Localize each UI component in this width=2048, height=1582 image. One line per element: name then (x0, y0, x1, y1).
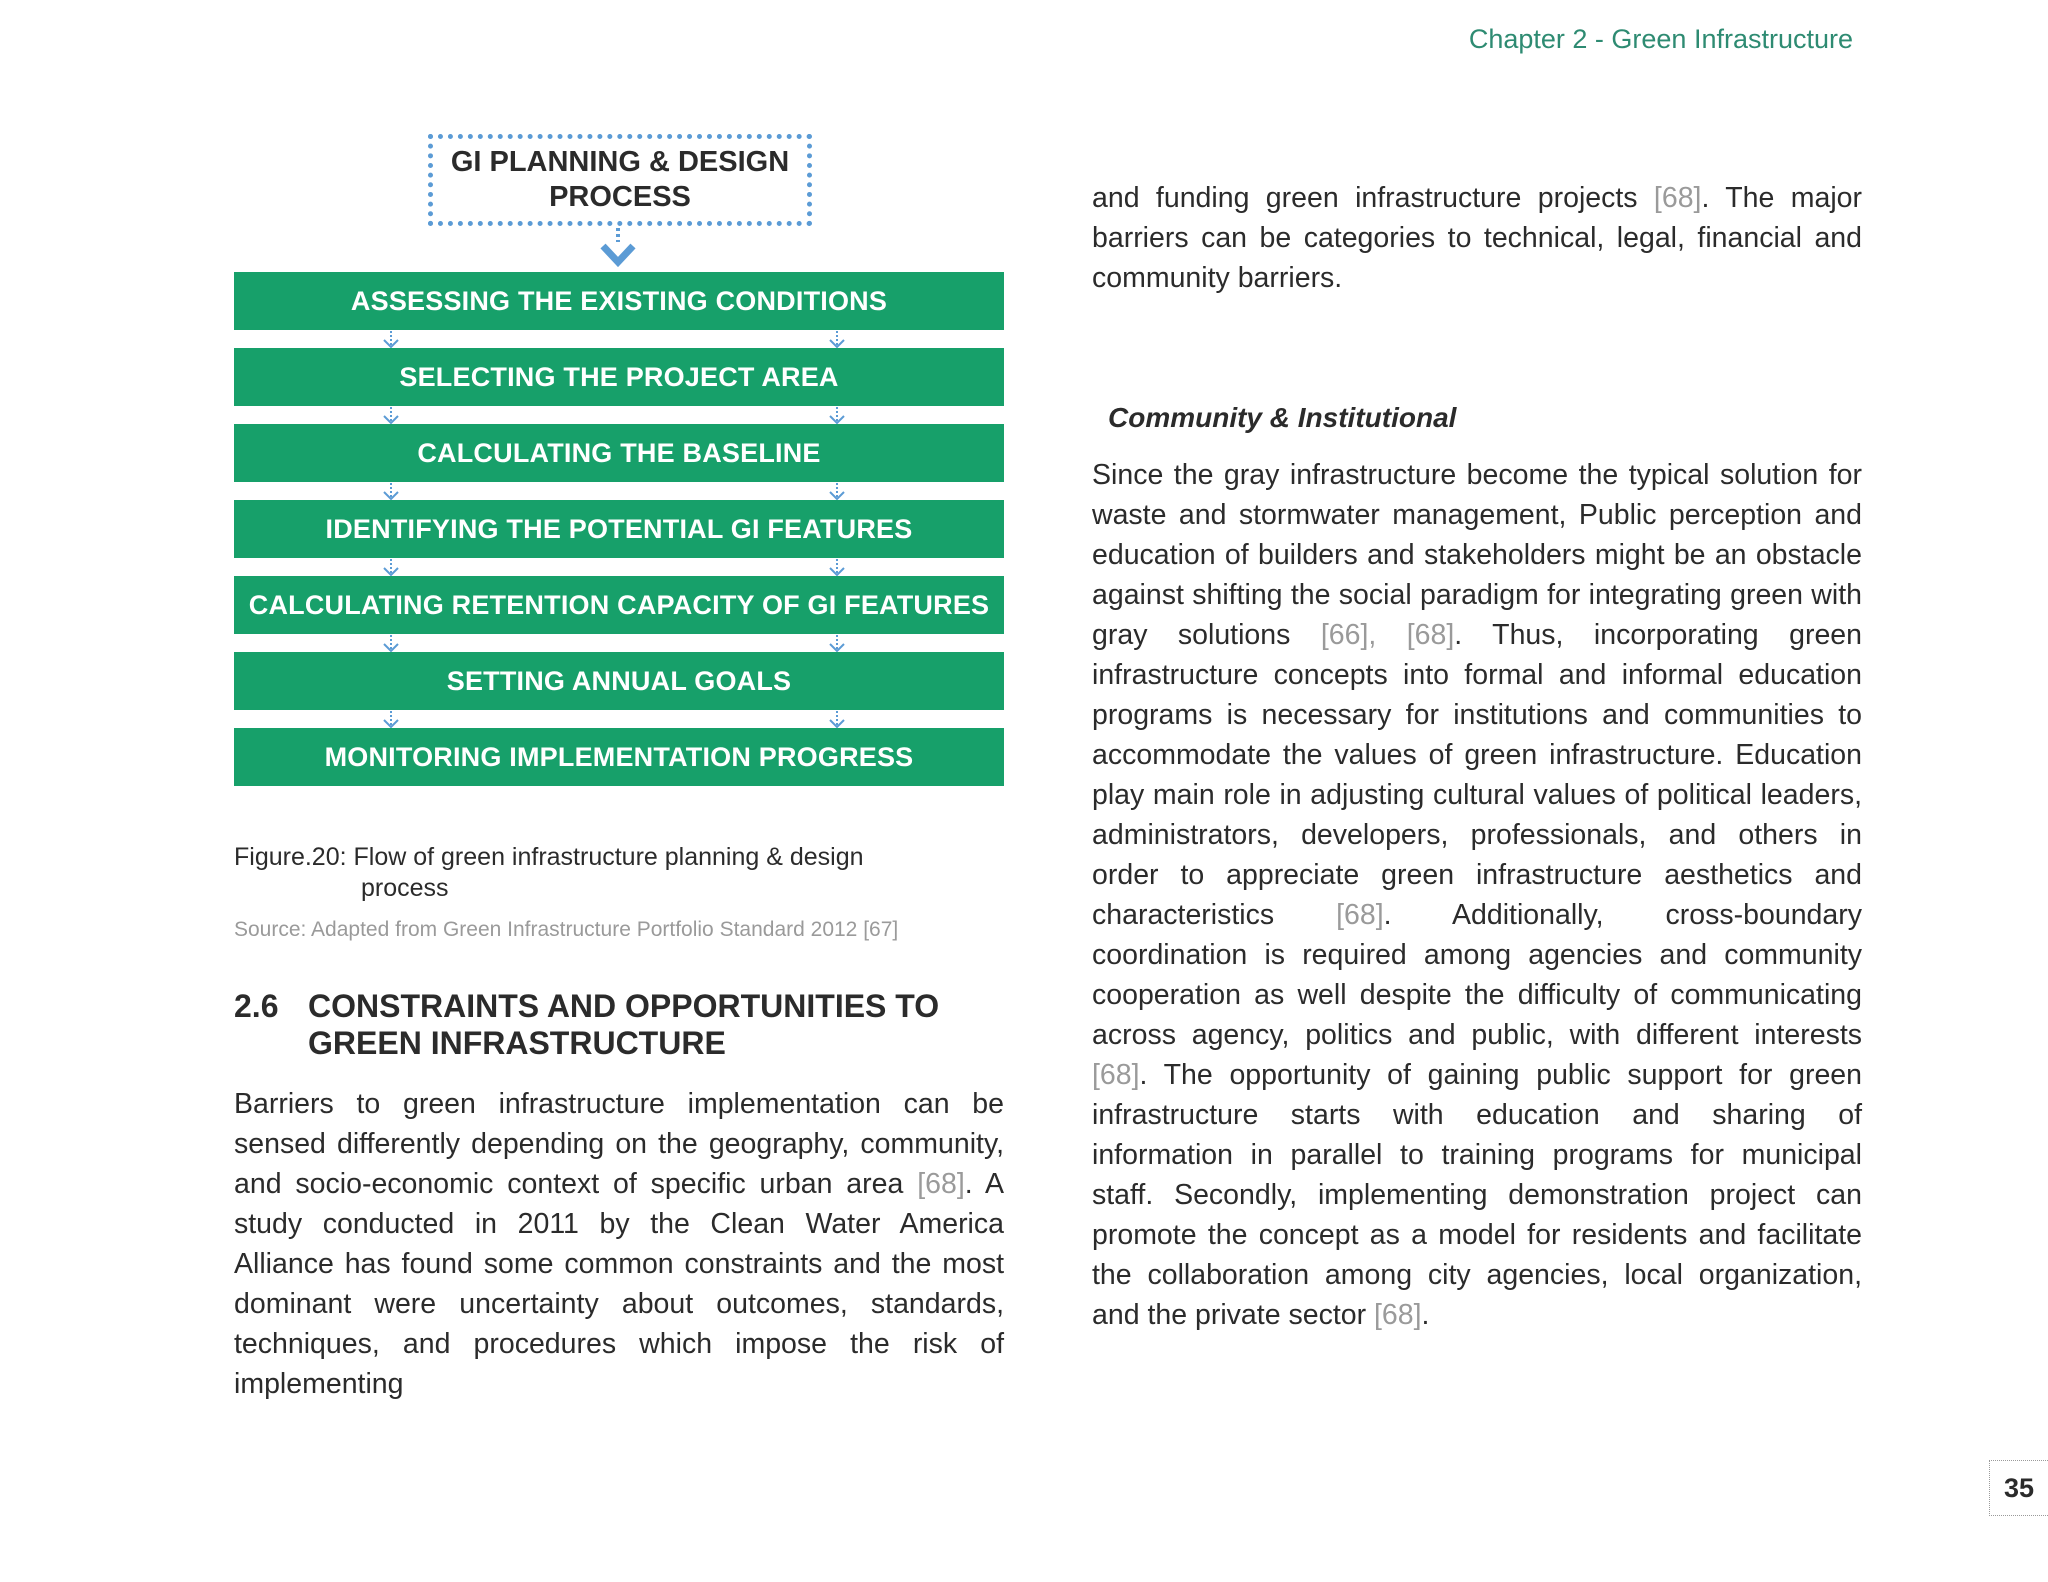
step-box (234, 424, 1004, 482)
step-box (234, 652, 1004, 710)
small-arrow-down-icon (380, 331, 402, 349)
paragraph-text: . Thus, incorporating green infrastructure concepts into formal and informal education programs is necessary for institutions and communities to accommodate the values of green infrastructure. Education play main role in adjusting cultural values of political leaders, administrators, developers, professionals, and others in order to appreciate green infrastructure aesthetics and characteristics (1092, 619, 1862, 931)
paragraph-text: Since the gray infrastructure become the typical solution for waste and stormwater management, Public perception and education of builders and stakeholders might be an obstacle against shifting the social paradigm for integrating green with gray solutions (1092, 459, 1862, 651)
chapter-header: Chapter 2 - Green Infrastructure (1468, 24, 1853, 54)
small-arrow-down-icon (380, 483, 402, 501)
citation-ref: [68] (1374, 1299, 1422, 1331)
section-number: 2.6 (234, 988, 279, 1024)
figure-caption (234, 842, 994, 904)
process-title-box (428, 134, 812, 226)
citation-ref: [68] (1653, 182, 1702, 214)
small-arrow-down-icon (380, 635, 402, 653)
step-box (234, 500, 1004, 558)
paragraph-text: Barriers to green infrastructure implementation can be sensed differently depending on the geography, community, and socio-economic context of specific urban area (234, 1088, 1004, 1200)
small-arrow-down-icon (826, 559, 848, 577)
caption-line-1: Figure.20: Flow of green infrastructure planning & design (234, 843, 864, 871)
paragraph-text: . A study conducted in 2011 by the Clean Water America Alliance has found some common constraints and the most dominant were uncertainty about outcomes, standards, techniques, and procedures which impose the risk of implementing (234, 1168, 1004, 1400)
citation-ref: [66], [68] (1320, 619, 1455, 651)
small-arrow-down-icon (826, 711, 848, 729)
page-number: 35 (1989, 1460, 2048, 1516)
step-label: MONITORING IMPLEMENTATION PROGRESS (324, 741, 914, 772)
step-box (234, 728, 1004, 786)
section-title-line-2: GREEN INFRASTRUCTURE (308, 1025, 726, 1061)
small-arrow-down-icon (826, 407, 848, 425)
small-arrow-down-icon (826, 483, 848, 501)
paragraph-text: . The opportunity of gaining public support for green infrastructure starts with education and sharing of information in parallel to training programs for municipal staff. Secondly, implementing demonstration project can promote the concept as a model for residents and facilitate the collaboration among city agencies, local organization, and the private sector (1092, 1059, 1862, 1331)
step-label: ASSESSING THE EXISTING CONDITIONS (350, 285, 888, 316)
right-paragraph-1 (1092, 178, 1862, 298)
section-heading (234, 988, 1014, 1062)
citation-ref: [68] (917, 1168, 965, 1200)
caption-line-2: process (361, 874, 449, 902)
process-title: GI PLANNING & DESIGN PROCESS (450, 146, 790, 213)
step-label: IDENTIFYING THE POTENTIAL GI FEATURES (325, 513, 913, 544)
step-label: SELECTING THE PROJECT AREA (399, 361, 839, 392)
figure-source: Source: Adapted from Green Infrastructure Portfolio Standard 2012 [67] (234, 918, 899, 941)
paragraph-text: . (1421, 1299, 1430, 1331)
small-arrow-down-icon (380, 711, 402, 729)
paragraph-text: and funding green infrastructure projects (1092, 182, 1654, 214)
small-arrow-down-icon (826, 331, 848, 349)
chevron-down-icon (598, 228, 638, 270)
step-label: CALCULATING THE BASELINE (417, 437, 821, 468)
process-steps (234, 272, 1004, 804)
left-paragraph (234, 1084, 1004, 1404)
step-box (234, 272, 1004, 330)
subheading: Community & Institutional (1108, 402, 1457, 433)
citation-ref: [68] (1092, 1059, 1140, 1091)
step-box (234, 348, 1004, 406)
step-label: CALCULATING RETENTION CAPACITY OF GI FEATURES (248, 589, 990, 620)
paragraph-text: . The major barriers can be categories to technical, legal, financial and community barriers. (1092, 182, 1862, 294)
small-arrow-down-icon (826, 635, 848, 653)
small-arrow-down-icon (380, 559, 402, 577)
section-title-line-1: CONSTRAINTS AND OPPORTUNITIES TO (308, 988, 940, 1024)
citation-ref: [68] (1336, 899, 1384, 931)
step-label: SETTING ANNUAL GOALS (446, 665, 792, 696)
small-arrow-down-icon (380, 407, 402, 425)
right-paragraph-2 (1092, 455, 1862, 1335)
paragraph-text: . Additionally, cross-boundary coordination is required among agencies and community cooperation as well despite the difficulty of communicating across agency, politics and public, with different interests (1092, 899, 1862, 1051)
step-box (234, 576, 1004, 634)
